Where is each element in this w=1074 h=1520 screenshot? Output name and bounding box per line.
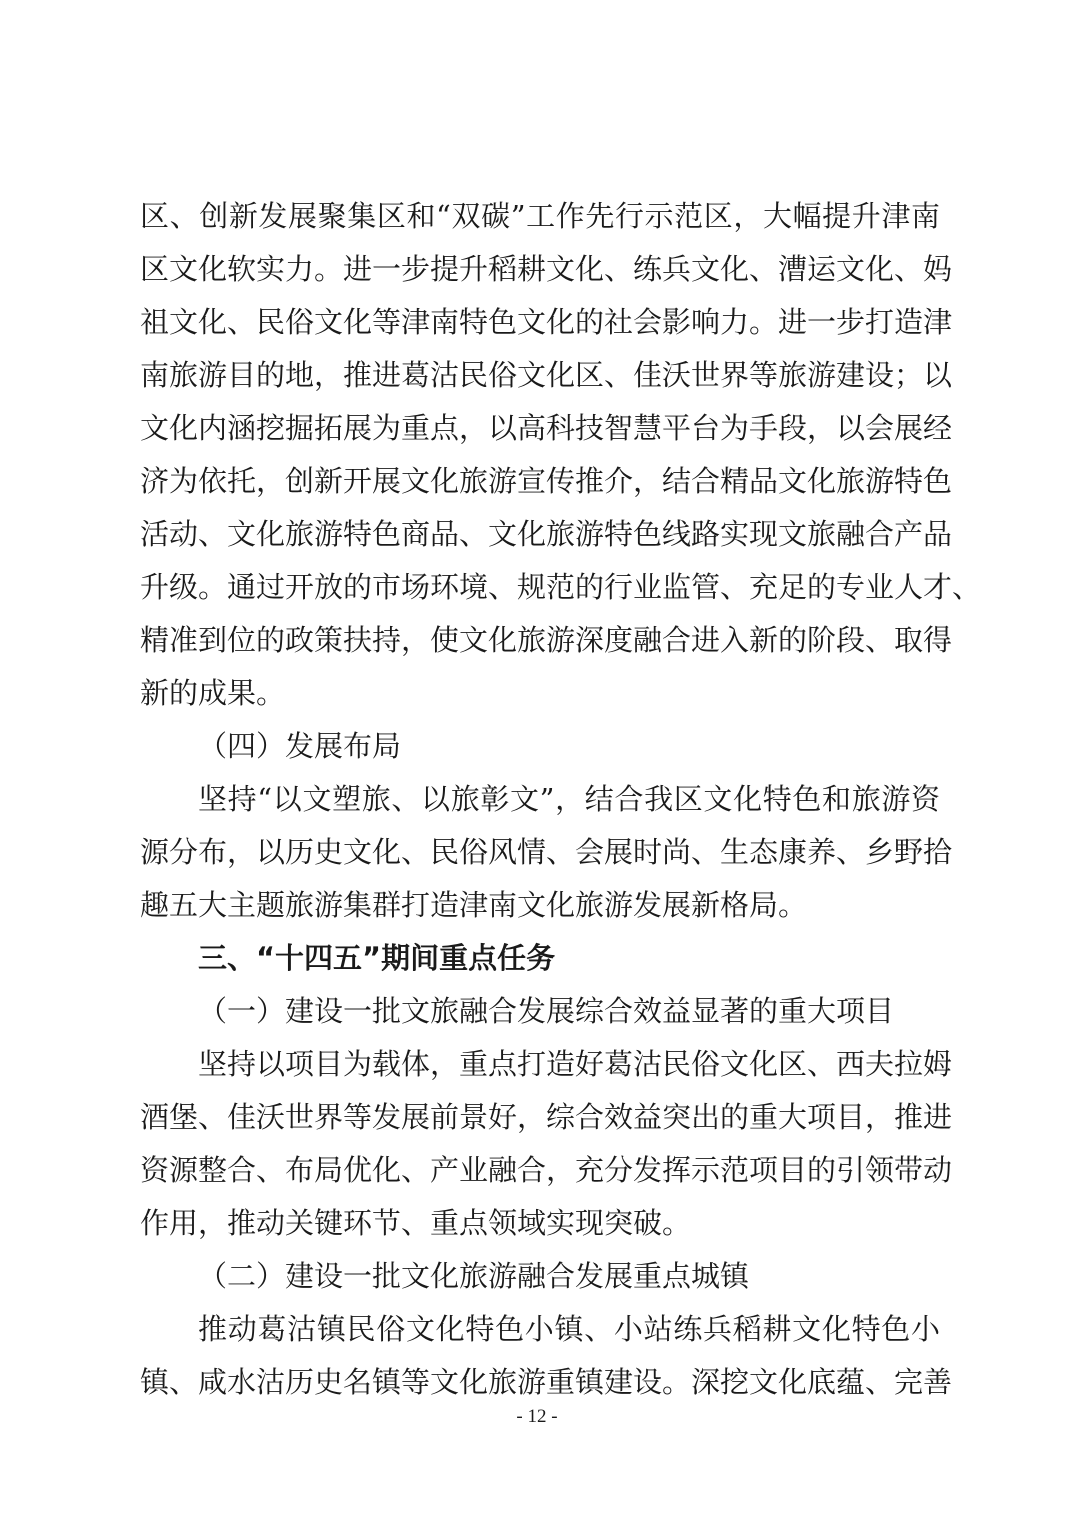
paragraph-line: 新的成果。 xyxy=(140,676,286,710)
paragraph-line: 南旅游目的地，推进葛沽民俗文化区、佳沃世界等旅游建设；以 xyxy=(140,358,953,392)
section-heading-two: （二）建设一批文化旅游融合发展重点城镇 xyxy=(198,1259,750,1293)
paragraph-line: 坚持“以文塑旅、以旅彰文”，结合我区文化特色和旅游资 xyxy=(198,782,940,816)
paragraph-line: 济为依托，创新开展文化旅游宣传推介，结合精品文化旅游特色 xyxy=(140,464,953,498)
paragraph-line: 源分布，以历史文化、民俗风情、会展时尚、生态康养、乡野拾 xyxy=(140,835,953,869)
section-heading-one: （一）建设一批文旅融合发展综合效益显著的重大项目 xyxy=(198,994,895,1028)
page-number: - 12 - xyxy=(516,1406,558,1427)
paragraph-line: 酒堡、佳沃世界等发展前景好，综合效益突出的重大项目，推进 xyxy=(140,1100,953,1134)
paragraph-line: 区、创新发展聚集区和“双碳”工作先行示范区，大幅提升津南 xyxy=(140,199,940,233)
paragraph-line: 资源整合、布局优化、产业融合，充分发挥示范项目的引领带动 xyxy=(140,1153,953,1187)
chapter-heading: 三、“十四五”期间重点任务 xyxy=(198,941,556,975)
paragraph-line: 升级。通过开放的市场环境、规范的行业监管、充足的专业人才、 xyxy=(140,570,982,604)
paragraph-line: 区文化软实力。进一步提升稻耕文化、练兵文化、漕运文化、妈 xyxy=(140,252,953,286)
paragraph-line: 推动葛沽镇民俗文化特色小镇、小站练兵稻耕文化特色小 xyxy=(198,1312,940,1346)
paragraph-line: 趣五大主题旅游集群打造津南文化旅游发展新格局。 xyxy=(140,888,808,922)
paragraph-line: 祖文化、民俗文化等津南特色文化的社会影响力。进一步打造津 xyxy=(140,305,953,339)
section-heading-four: （四）发展布局 xyxy=(198,729,402,763)
paragraph-line: 精准到位的政策扶持，使文化旅游深度融合进入新的阶段、取得 xyxy=(140,623,953,657)
paragraph-line: 文化内涵挖掘拓展为重点，以高科技智慧平台为手段，以会展经 xyxy=(140,411,953,445)
paragraph-line: 作用，推动关键环节、重点领域实现突破。 xyxy=(140,1206,692,1240)
paragraph-line: 活动、文化旅游特色商品、文化旅游特色线路实现文旅融合产品 xyxy=(140,517,953,551)
paragraph-line: 坚持以项目为载体，重点打造好葛沽民俗文化区、西夫拉姆 xyxy=(198,1047,953,1081)
paragraph-line: 镇、咸水沽历史名镇等文化旅游重镇建设。深挖文化底蕴、完善 xyxy=(140,1365,953,1399)
